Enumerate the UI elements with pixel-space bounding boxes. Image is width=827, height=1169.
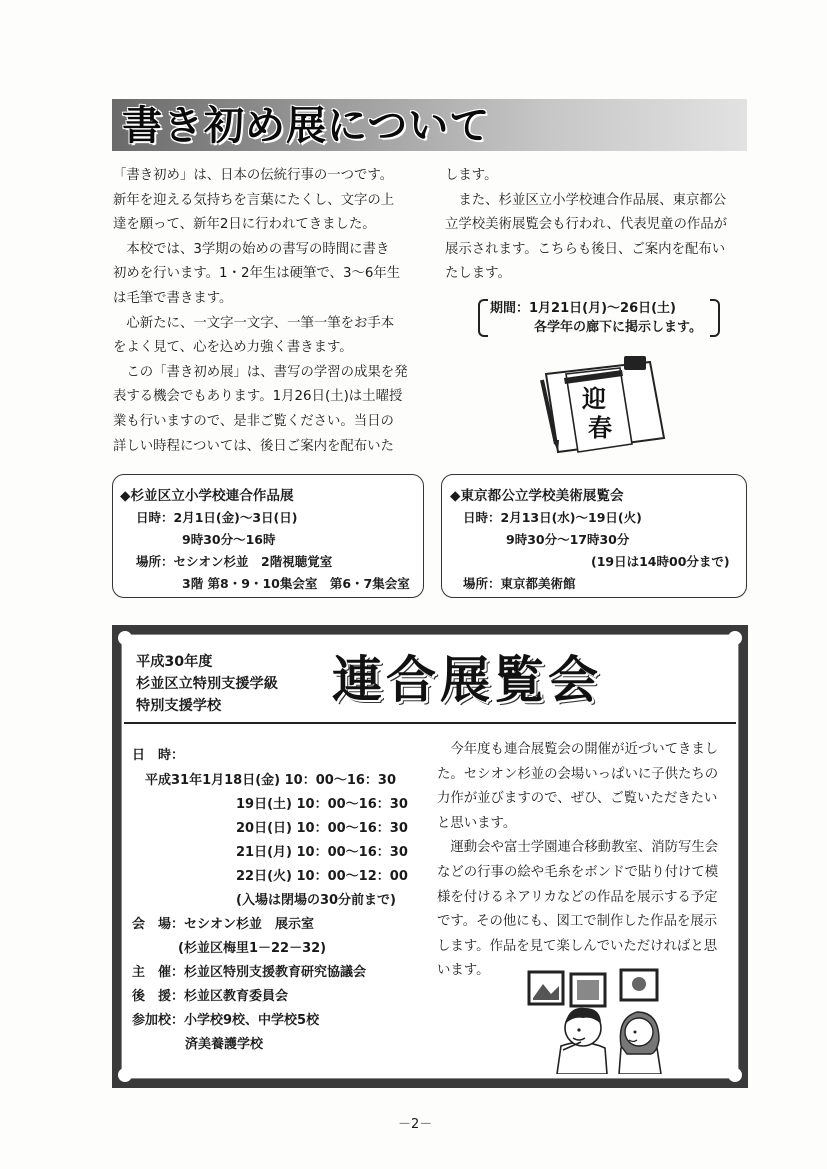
page-number: －2－: [398, 1117, 433, 1132]
illustration-char-1: 迎: [582, 384, 606, 413]
text-line: 力作が並びますので、ぜひ、ご覧いただきたい: [437, 791, 718, 807]
bracket-right: [710, 299, 720, 337]
text-line: 新年を迎える気持ちを言葉にたくし、文字の上: [113, 192, 395, 208]
participants: 参加校：小学校9校、中学校5校: [132, 1013, 320, 1028]
intro-text-left: [113, 164, 423, 459]
frame-corner: [118, 1068, 132, 1082]
header-divider: [124, 722, 736, 724]
organizer: 主 催：杉並区特別支援教育研究協議会: [132, 965, 367, 980]
text-line: 運動会や富士学園連合移動教室、消防写生会: [437, 840, 719, 856]
frame-corner: [118, 631, 132, 645]
text-line: 今年度も連合展覧会の開催が近づいてきまし: [437, 742, 719, 757]
ink-stone-icon: [624, 356, 646, 370]
calligraphy-illustration: [528, 352, 668, 460]
text-line: 本校では、3学期の始めの書写の時間に書き: [113, 241, 390, 257]
exhibition-venue: 場所：東京都美術館: [463, 576, 576, 591]
venue-address: (杉並区梅里1－22－32): [178, 941, 327, 956]
text-line: 「書き初め」は、日本の伝統行事の一つです。: [113, 168, 394, 183]
text-line: と思います。: [437, 815, 517, 831]
exhibition-venue: 場所：セシオン杉並 2階視聴覚室: [136, 554, 333, 569]
exhibition-time: 9時30分～17時30分: [506, 532, 630, 547]
supporter: 後 援：杉並区教育委員会: [132, 989, 289, 1004]
text-line: います。: [437, 963, 490, 979]
exhibition-title: ◆杉並区立小学校連合作品展: [120, 488, 294, 504]
page-title: 書き初め展について: [122, 103, 491, 149]
participants-extra: 済美養護学校: [185, 1037, 264, 1052]
period-dates: 期間：1月21日(月)～26日(土): [490, 301, 676, 316]
joint-organizer-group: 杉並区立特別支援学級: [136, 676, 278, 692]
illustration-char-2: 春: [588, 413, 612, 442]
text-line: 達を願って、新年2日に行われてきました。: [113, 217, 376, 233]
text-line: 心新たに、一文字一文字、一筆一筆をお手本: [113, 315, 395, 331]
exhibition-date: 日時：2月1日(金)～3日(日): [136, 510, 298, 525]
period-location: 各学年の廊下に掲示します。: [534, 320, 702, 335]
date-row: 22日(火) 10：00～12：00: [236, 869, 408, 884]
joint-year: 平成30年度: [136, 654, 213, 670]
venue: 会 場：セシオン杉並 展示室: [132, 917, 315, 932]
joint-title: 連合展覧会: [332, 651, 602, 709]
text-line: 業も行いますので、是非ご覧ください。当日の: [113, 413, 394, 429]
girl-figure: [619, 1012, 661, 1074]
text-line: たします。: [445, 266, 511, 282]
text-line: 様を付けるネアリカなどの作品を展示する予定: [437, 889, 718, 905]
boy-figure: [557, 1008, 607, 1074]
date-label: 日 時：: [132, 748, 185, 763]
text-line: 詳しい時程については、後日ご案内を配布いた: [113, 438, 394, 454]
date-row: 19日(土) 10：00～16：30: [236, 797, 408, 812]
frame-corner: [728, 1068, 742, 1082]
frame-corner: [728, 631, 742, 645]
entry-note: (入場は閉場の30分前まで): [236, 893, 396, 908]
text-line: です。その他にも、図工で制作した作品を展示: [437, 914, 718, 930]
bracket-left: [478, 299, 488, 337]
date-row: 20日(日) 10：00～16：30: [236, 821, 408, 836]
text-line: 表する機会でもあります。1月26日(土)は土曜授: [113, 389, 403, 405]
date-row: 21日(月) 10：00～16：30: [236, 845, 408, 860]
text-line: などの行事の絵や毛糸をボンドで貼り付けて模: [437, 864, 719, 880]
text-line: をよく見て、心を込め力強く書きます。: [113, 340, 353, 356]
text-line: は毛筆で書きます。: [113, 290, 233, 306]
text-line: します。: [445, 168, 498, 183]
exhibition-time-note: (19日は14時00分まで): [591, 554, 730, 569]
children-viewing-art-illustration: [523, 968, 673, 1074]
joint-organizer-school: 特別支援学校: [136, 698, 222, 714]
exhibition-date: 日時：2月13日(水)～19日(火): [463, 510, 642, 525]
exhibition-title: ◆東京都公立学校美術展覧会: [450, 488, 624, 504]
date-row: 平成31年1月18日(金) 10：00～16：30: [145, 773, 396, 788]
text-line: 立学校美術展覧会も行われ、代表児童の作品が: [445, 217, 728, 233]
text-line: この「書き初め展」は、書写の学習の成果を発: [113, 364, 408, 380]
intro-text-right: [445, 164, 750, 287]
text-line: 展示されます。こちらも後日、ご案内を配布い: [445, 241, 726, 257]
text-line: た。セシオン杉並の会場いっぱいに子供たちの: [437, 766, 719, 782]
text-line: 初めを行います。1・2年生は硬筆で、3～6年生: [113, 266, 401, 282]
text-line: します。作品を見て楽しんでいただければと思: [437, 938, 718, 954]
text-line: また、杉並区立小学校連合作品展、東京都公: [445, 192, 727, 208]
exhibition-time: 9時30分～16時: [182, 532, 276, 547]
joint-description: [437, 738, 718, 984]
exhibition-venue-detail: 3階 第8・9・10集会室 第6・7集会室: [182, 576, 410, 591]
